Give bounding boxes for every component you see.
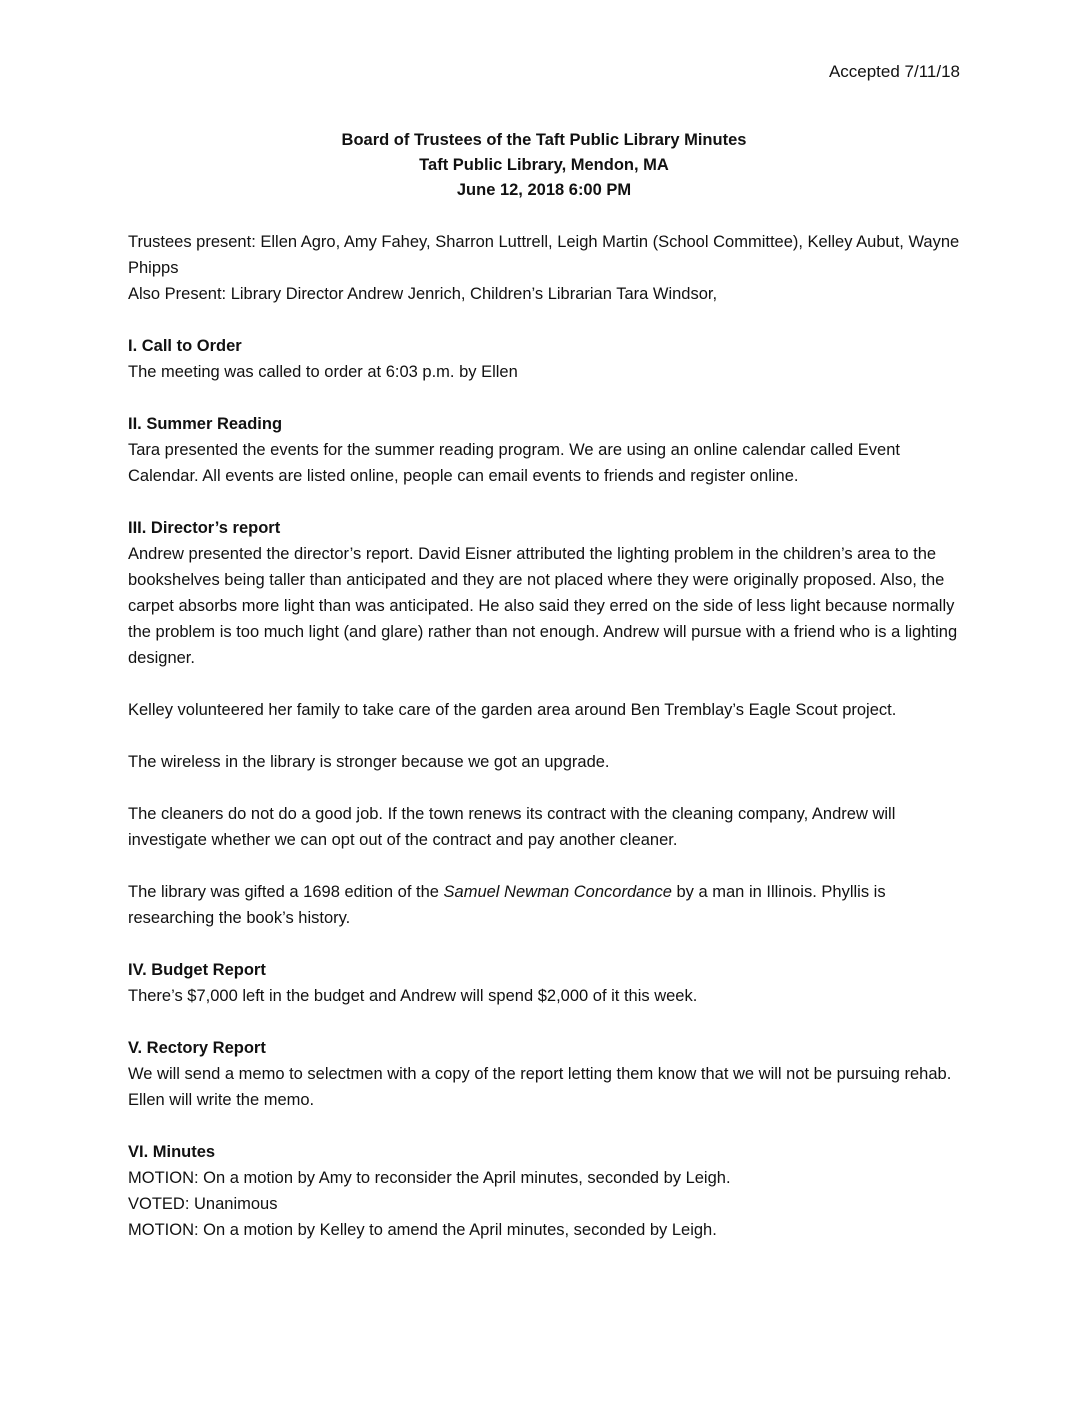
- directors-report-p5: [128, 879, 963, 931]
- directors-report-p4: The cleaners do not do a good job. If the town renews its contract with the cleaning company, Andrew will investigate whether we can opt out of the contract and pay another cleaner.: [128, 805, 896, 849]
- summer-reading-text: Tara presented the events for the summer reading program. We are using an online calendar called Event Calendar. All events are listed online, people can email events to friends and register online.: [128, 441, 900, 485]
- directors-report-p1: Andrew presented the director’s report. David Eisner attributed the lighting problem in the children’s area to the bookshelves being taller than anticipated and they are not placed where they were originally proposed. Also, the carpet absorbs more light than was anticipated. He also said they erred on the side of less light because normally the problem is too much light (and glare) rather than not enough. Andrew will pursue with a friend who is a lighting designer.: [128, 545, 958, 667]
- minutes-body: [128, 229, 963, 1243]
- minutes-motion-2: MOTION: On a motion by Kelley to amend the April minutes, seconded by Leigh.: [128, 1221, 717, 1239]
- accepted-date: Accepted 7/11/18: [828, 62, 960, 81]
- heading-call-to-order: I. Call to Order: [128, 337, 242, 355]
- title-line-3: June 12, 2018 6:00 PM: [456, 181, 632, 199]
- call-to-order-text: The meeting was called to order at 6:03 p.m. by Ellen: [128, 363, 518, 381]
- heading-summer-reading: II. Summer Reading: [128, 415, 283, 433]
- heading-minutes: VI. Minutes: [128, 1143, 216, 1161]
- rectory-report-text: We will send a memo to selectmen with a copy of the report letting them know that we will not be pursuing rehab. Ellen will write the memo.: [128, 1065, 952, 1109]
- also-present: Also Present: Library Director Andrew Jenrich, Children’s Librarian Tara Windsor,: [128, 285, 718, 303]
- heading-directors-report: III. Director’s report: [128, 519, 281, 537]
- minutes-motion-1: MOTION: On a motion by Amy to reconsider the April minutes, seconded by Leigh.: [128, 1169, 731, 1187]
- budget-report-text: There’s $7,000 left in the budget and Andrew will spend $2,000 of it this week.: [128, 987, 698, 1005]
- p5-text-after: by a man in Illinois. Phyllis is researching the book’s history.: [128, 883, 886, 927]
- book-title: Samuel Newman Concordance: [443, 883, 672, 901]
- trustees-present: Trustees present: Ellen Agro, Amy Fahey, Sharron Luttrell, Leigh Martin (School Committee), Kelley Aubut, Wayne Phipps: [128, 233, 960, 277]
- p5-text-before: The library was gifted a 1698 edition of the: [128, 883, 444, 901]
- directors-report-p2: Kelley volunteered her family to take care of the garden area around Ben Tremblay’s Eagle Scout project.: [128, 701, 897, 719]
- title-block: [0, 128, 1088, 203]
- directors-report-p3: The wireless in the library is stronger because we got an upgrade.: [128, 753, 610, 771]
- heading-budget-report: IV. Budget Report: [128, 961, 266, 979]
- minutes-voted-1: VOTED: Unanimous: [128, 1195, 278, 1213]
- title-line-2: Taft Public Library, Mendon, MA: [419, 156, 669, 174]
- title-line-1: Board of Trustees of the Taft Public Library Minutes: [341, 131, 747, 149]
- heading-rectory-report: V. Rectory Report: [128, 1039, 266, 1057]
